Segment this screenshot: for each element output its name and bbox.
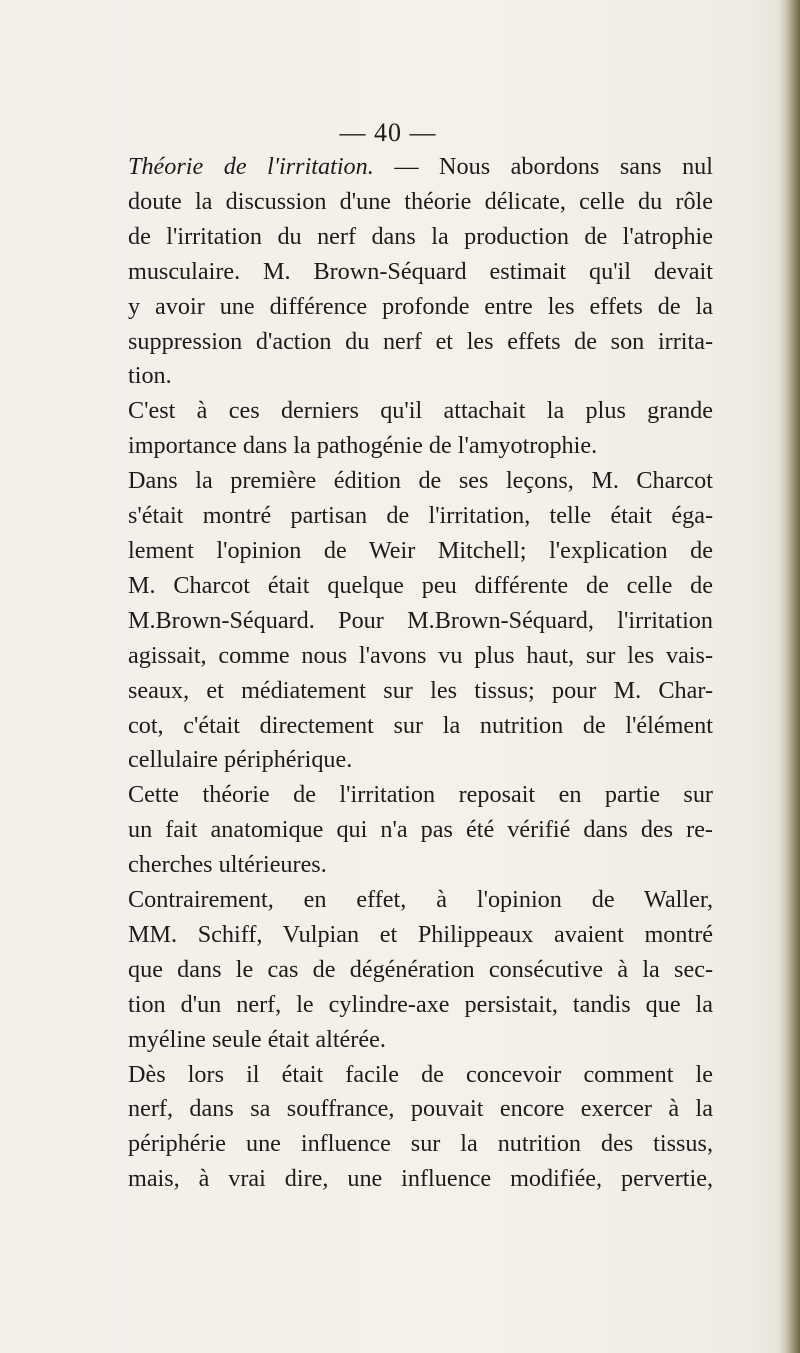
paragraph (107, 1058, 713, 1198)
text-line: lement l'opinion de Weir Mitchell; l'explication de (128, 536, 713, 564)
page-number: — 40 — (339, 118, 437, 147)
text-fragment: — Nous abordons sans nul (373, 153, 713, 180)
text-line: doute la discussion d'une théorie délicate, celle du rôle (128, 187, 713, 215)
text-line: périphérie une influence sur la nutrition des tissus, (128, 1130, 713, 1158)
text-line: MM. Schiff, Vulpian et Philippeaux avaient montré (128, 920, 713, 948)
text-line: tion d'un nerf, le cylindre-axe persistait, tandis que la (128, 990, 713, 1018)
text-line: M.Brown-Séquard. Pour M.Brown-Séquard, l'irritation (128, 606, 713, 634)
body-text (107, 150, 713, 1197)
text-line: M. Charcot était quelque peu différente de celle de (128, 571, 713, 599)
text-line: Dès lors il était facile de concevoir comment le (128, 1060, 713, 1088)
text-line: importance dans la pathogénie de l'amyotrophie. (128, 432, 598, 460)
text-line: cot, c'était directement sur la nutrition de l'élément (128, 711, 713, 739)
text-line: seaux, et médiatement sur les tissus; pour M. Char- (128, 676, 713, 704)
text-line: que dans le cas de dégénération consécutive à la sec- (128, 955, 713, 983)
section-title: Théorie de l'irritation. (128, 153, 374, 180)
text-line: myéline seule était altérée. (128, 1025, 386, 1053)
text-line: de l'irritation du nerf dans la production de l'atrophie (128, 222, 713, 250)
text-line: cellulaire périphérique. (128, 746, 353, 774)
text-line: Contrairement, en effet, à l'opinion de Waller, (128, 886, 713, 914)
text-line: mais, à vrai dire, une influence modifiée, pervertie, (128, 1165, 713, 1193)
text-line: C'est à ces derniers qu'il attachait la plus grande (128, 397, 713, 425)
paragraph (107, 150, 713, 394)
text-line: Cette théorie de l'irritation reposait en partie sur (128, 781, 713, 809)
text-line: suppression d'action du nerf et les effets de son irrita- (128, 327, 713, 355)
paragraph (107, 883, 713, 1058)
page-edge-shadow (778, 0, 800, 1353)
text-line: nerf, dans sa souffrance, pouvait encore exercer à la (128, 1095, 713, 1123)
paragraph (107, 778, 713, 883)
text-line (107, 150, 713, 185)
paragraph (107, 464, 713, 778)
text-line: agissait, comme nous l'avons vu plus haut, sur les vais- (128, 641, 713, 669)
text-line: s'était montré partisan de l'irritation, telle était éga- (128, 502, 713, 530)
text-line: y avoir une différence profonde entre les effets de la (128, 292, 713, 320)
paragraph (107, 394, 713, 464)
text-line: tion. (128, 362, 172, 390)
text-line: un fait anatomique qui n'a pas été vérifié dans des re- (128, 816, 713, 844)
text-line: cherches ultérieures. (128, 851, 327, 879)
text-line: musculaire. M. Brown-Séquard estimait qu'il devait (128, 257, 713, 285)
text-line: Dans la première édition de ses leçons, M. Charcot (128, 467, 713, 495)
